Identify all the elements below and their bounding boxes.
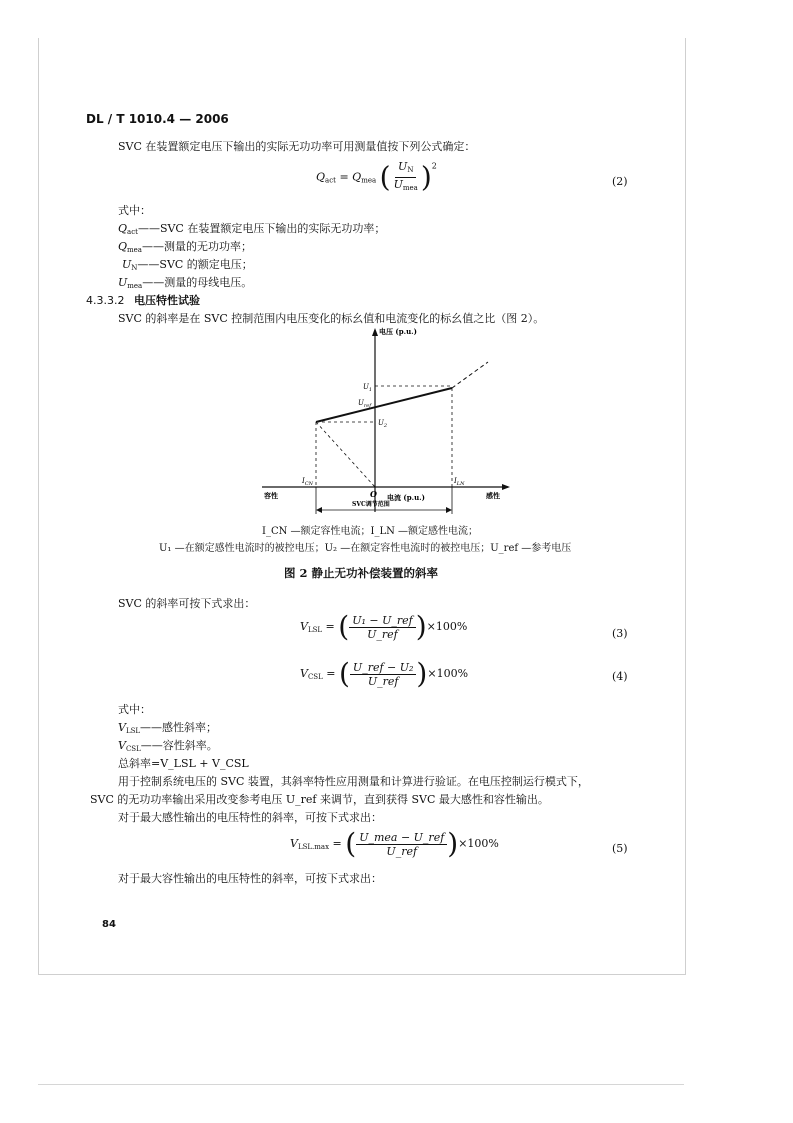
icn-diagonal [316, 422, 375, 487]
upper-dashed-curve [452, 362, 488, 388]
bottom-rule [38, 1084, 684, 1085]
eq2-lhs: Q [316, 170, 326, 184]
figure-legend-line1: I_CN —额定容性电流；I_LN —额定感性电流； [262, 526, 479, 537]
u2-label: $U_2$ [378, 419, 388, 429]
where1-item: $Q_{mea}——$测量的无功功率； [118, 240, 252, 254]
where1-heading: 式中： [118, 204, 151, 217]
equation-3: $V_{LSL}$ = ( $\frac{\text{U₁ − U\_ref}}{\text{U\_ref}}$ )×100% [300, 610, 468, 643]
icn-label: $I_{CN}$ [302, 477, 313, 487]
iln-label: $I_{LN}$ [454, 477, 465, 487]
control-paragraph-line2: SVC 的无功功率输出采用改变参考电压 U_ref 来调节，直到获得 SVC 最大感性和容性输出。 [90, 793, 549, 806]
section-heading [86, 294, 200, 308]
equation-4: $V_{CSL}$ = ( $\frac{\text{U\_ref − U₂}}{\text{U\_ref}}$ )×100% [300, 657, 469, 690]
calc-paragraph: SVC 的斜率可按下式求出： [118, 597, 256, 610]
y-axis-arrow [372, 328, 378, 336]
eq2-number: (2) [612, 175, 628, 188]
where2-item: $V_{CSL}——$容性斜率。 [118, 739, 218, 753]
where2-item: $V_{LSL}——$感性斜率； [118, 721, 218, 735]
eq2-power: 2 [431, 161, 437, 171]
range-arrow-left [316, 507, 322, 513]
svc-slope-figure [250, 322, 520, 522]
doc-code-header: DL / T 1010.4 — 2006 [86, 112, 229, 126]
eq3-number: (3) [612, 627, 628, 640]
control-paragraph-line1: 用于控制系统电压的 SVC 装置，其斜率特性应用测量和计算进行验证。在电压控制运行模式下， [118, 775, 589, 788]
where1-item: $Q_{act}——SVC$ 在装置额定电压下输出的实际无功功率； [118, 222, 386, 236]
intro-paragraph: SVC 在装置额定电压下输出的实际无功功率可用测量值按下列公式确定： [118, 140, 476, 153]
eq2-qmea-sub: mea [361, 176, 377, 185]
slope-paragraph: SVC 的斜率是在 SVC 控制范围内电压变化的标幺值和电流变化的标幺值之比（图 2）。 [118, 312, 545, 325]
range-label: SVC调节范围 [352, 501, 390, 508]
left-label: 容性 [264, 491, 278, 500]
right-label: 感性 [486, 491, 500, 500]
where2-heading: 式中： [118, 703, 151, 716]
total-slope: 总斜率=V_LSL + V_CSL [118, 757, 249, 770]
eq4-number: (4) [612, 670, 628, 683]
where1-item: $U_{mea}——$测量的母线电压。 [118, 276, 253, 290]
uref-label: $U_{ref}$ [358, 399, 372, 409]
max-capacitive-paragraph: 对于最大容性输出的电压特性的斜率，可按下式求出： [118, 872, 382, 885]
y-axis-label: 电压 (p.u.) [379, 327, 417, 336]
eq5-number: (5) [612, 842, 628, 855]
x-axis-arrow [502, 484, 510, 490]
eq2-lhs-sub: act [325, 176, 336, 185]
figure-caption: 图 2 静止无功补偿装置的斜率 [284, 566, 439, 580]
where1-item: $U_N——SVC$ 的额定电压； [122, 258, 253, 272]
page-number: 84 [102, 919, 116, 930]
slope-line [316, 388, 452, 422]
max-inductive-paragraph: 对于最大感性输出的电压特性的斜率，可按下式求出： [118, 811, 382, 824]
range-arrow-right [446, 507, 452, 513]
equation-5: $V_{LSL.max}$ = ( $\frac{\text{U\_mea − U\_ref}}{\text{U\_ref}}$ )×100% [290, 827, 499, 860]
u1-label: $U_1$ [363, 383, 373, 393]
eq2-qmea: Q [352, 170, 362, 184]
figure-legend-line2: U₁ —在额定感性电流时的被控电压；U₂ —在额定容性电流时的被控电压；U_ref —参考电压 [159, 543, 572, 554]
origin-label: O [370, 489, 377, 499]
section-title: 电压特性试验 [133, 294, 200, 307]
x-axis-label: 电流 (p.u.) [387, 493, 425, 502]
equation-2: $Q_{act} = Q_{mea}$ ( $\frac{U_N}{U_{mea}}$ )$^2$ [316, 160, 437, 194]
section-number: 4.3.3.2 [86, 294, 125, 307]
